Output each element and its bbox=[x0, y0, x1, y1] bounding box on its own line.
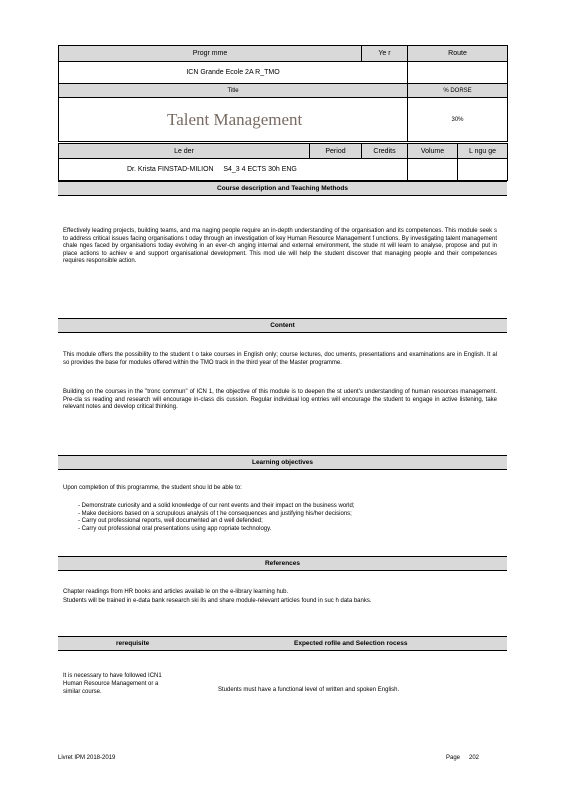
credits-label: Credits bbox=[362, 144, 408, 159]
prerequisite-line-3: similar course. bbox=[63, 689, 102, 695]
content-paragraph-1: This module offers the possibility to the student t o take courses in English only; course lectures, doc uments, presentations and examinations are in English. It al so provides the base for modules offered within the TMO track in the third year of the Master programme. bbox=[63, 352, 497, 366]
leader-value: Dr. Krista FINSTAD-MILION bbox=[127, 166, 214, 173]
objective-item: - Carry out professional reports, well documented an d well defended; bbox=[78, 518, 354, 526]
volume-value bbox=[408, 159, 458, 181]
volume-label: Volume bbox=[408, 144, 458, 159]
prereq-heading-bar bbox=[58, 636, 507, 651]
objective-item: - Demonstrate curiosity and a solid knowledge of cur rent events and their impact on the business world; bbox=[78, 503, 354, 511]
footer-left: Livret IPM 2018-2019 bbox=[58, 755, 116, 761]
prerequisite-line-1: It is necessary to have followed ICN1 bbox=[63, 673, 162, 679]
objectives-list bbox=[78, 503, 354, 533]
references-heading: References bbox=[58, 556, 507, 571]
references-text-1: Chapter readings from HR books and articles availab le on the e-library learning hub. bbox=[63, 589, 289, 595]
references-text-2: Students will be trained in e-data bank research ski lls and share module-relevant articles found in suc h data banks. bbox=[63, 598, 372, 604]
course-meta: S4_3 4 ECTS 30h ENG bbox=[223, 166, 297, 173]
leader-table bbox=[58, 143, 508, 181]
course-title: Talent Management bbox=[167, 109, 303, 129]
title-label: Title bbox=[59, 84, 408, 98]
language-label: L ngu ge bbox=[458, 144, 508, 159]
content-paragraph-2: Building on the courses in the "tronc commun" of ICN 1, the objective of this module is to deepen the st udent's understanding of human resources management. Pre-cla ss reading and research will encourage in-class dis cussion. Regular individual log entries will encourage the student to engage in active listening, take relevant notes and develop critical thinking. bbox=[63, 389, 497, 411]
programme-value: ICN Grande Ecole 2A R_TMO bbox=[59, 62, 408, 84]
dorse-value: 30% bbox=[408, 98, 508, 142]
objective-item: - Carry out professional oral presentations using app ropriate technology. bbox=[78, 526, 354, 534]
objectives-intro: Upon completion of this programme, the student shou ld be able to: bbox=[63, 485, 242, 491]
footer-page-label: Page bbox=[446, 755, 461, 761]
course-header-table bbox=[58, 45, 508, 142]
title-value-cell bbox=[59, 98, 408, 142]
objectives-heading: Learning objectives bbox=[58, 455, 507, 470]
leader-row bbox=[59, 159, 408, 181]
prerequisite-heading: rerequisite bbox=[116, 640, 150, 647]
description-text: Effectively leading projects, building teams, and ma naging people require an in-depth understanding of the organisation and its competences. This module seek s to address critical issues facing organisations t oday through an investigation of key Human Resource Management f unctions. By investigating talent management chale nges faced by organisations today evolving in an ever-ch anging internal and external environment, the stude nt will learn to analyse, propose and put in place actions to achiev e and support organisational development. This mod ule will help the student discover that managing people and their competences requires responsible action. bbox=[63, 228, 497, 265]
content-heading: Content bbox=[58, 318, 507, 333]
year-label: Ye r bbox=[362, 46, 408, 62]
expected-profile-text: Students must have a functional level of written and spoken English. bbox=[218, 687, 400, 693]
prerequisite-line-2: Human Resource Management or a bbox=[63, 681, 159, 687]
footer-page-number: 202 bbox=[469, 755, 480, 761]
expected-profile-heading: Expected rofile and Selection rocess bbox=[294, 640, 408, 647]
objective-item: - Make decisions based on a scrupulous analysis of t he consequences and justifying his/her decisions; bbox=[78, 511, 354, 519]
route-label: Route bbox=[408, 46, 508, 62]
leader-label: Le der bbox=[59, 144, 310, 159]
programme-label: Progr mme bbox=[59, 46, 362, 62]
route-value bbox=[408, 62, 508, 84]
language-value bbox=[458, 159, 508, 181]
period-label: Period bbox=[310, 144, 362, 159]
dorse-label: % DORSE bbox=[408, 84, 508, 98]
description-heading: Course description and Teaching Methods bbox=[58, 181, 507, 196]
